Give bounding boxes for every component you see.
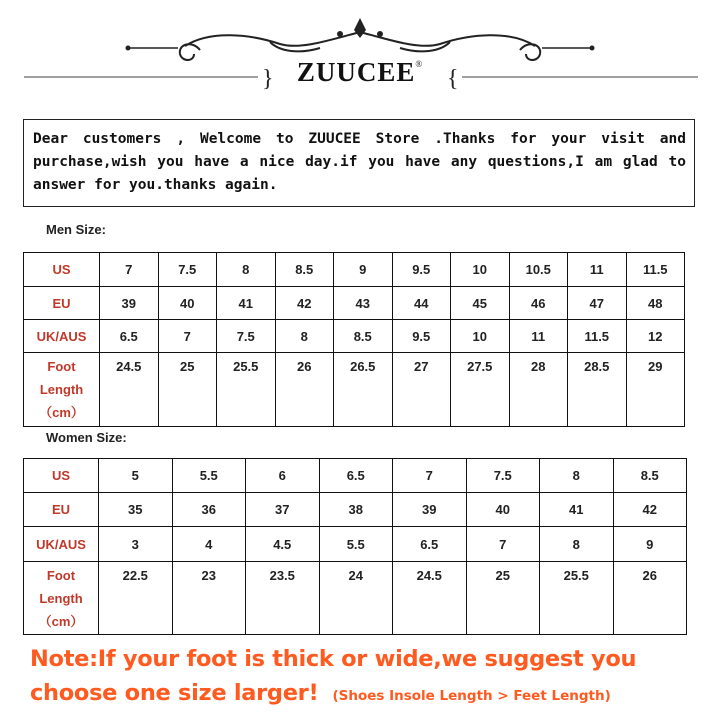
note-line-2-small: (Shoes Insole Length > Feet Length): [332, 688, 611, 704]
women-size-cell: 35: [99, 493, 173, 527]
women-size-cell: 23: [172, 562, 246, 635]
women-row-label: EU: [24, 493, 99, 527]
men-size-table: [23, 252, 685, 427]
men-row-label-line: （cm）: [39, 405, 84, 420]
women-size-cell: 8.5: [613, 459, 687, 493]
men-row-label-line: Foot: [47, 359, 76, 374]
ornament-graphic: [0, 0, 720, 110]
women-size-cell: 4.5: [246, 527, 320, 562]
men-size-cell: 7: [100, 253, 159, 287]
men-row: [24, 353, 685, 427]
women-size-cell: 41: [540, 493, 614, 527]
men-size-cell: 12: [626, 320, 685, 353]
women-size-cell: 5: [99, 459, 173, 493]
men-size-cell: 29: [626, 353, 685, 427]
women-row: [24, 562, 687, 635]
women-row-label: UK/AUS: [24, 527, 99, 562]
men-size-cell: 9.5: [392, 320, 451, 353]
women-row: [24, 527, 687, 562]
men-size-cell: 9.5: [392, 253, 451, 287]
women-size-cell: 7.5: [466, 459, 540, 493]
women-size-cell: 36: [172, 493, 246, 527]
women-size-cell: 7: [393, 459, 467, 493]
men-size-cell: 48: [626, 287, 685, 320]
men-size-cell: 8: [217, 253, 276, 287]
women-row-label-line: Foot: [46, 567, 76, 583]
men-row: [24, 253, 685, 287]
men-row: [24, 320, 685, 353]
men-size-cell: 8.5: [334, 320, 393, 353]
women-size-cell: 37: [246, 493, 320, 527]
men-size-cell: 26: [275, 353, 334, 427]
svg-text:}: }: [262, 66, 274, 92]
men-row-label: UK/AUS: [24, 320, 100, 353]
women-size-cell: 8: [540, 527, 614, 562]
men-size-cell: 10.5: [509, 253, 568, 287]
men-size-cell: 11.5: [568, 320, 627, 353]
men-size-cell: 27.5: [451, 353, 510, 427]
men-size-cell: 11: [509, 320, 568, 353]
women-size-cell: 5.5: [319, 527, 393, 562]
svg-text:{: {: [447, 66, 459, 92]
men-size-cell: 40: [158, 287, 217, 320]
women-size-cell: 40: [466, 493, 540, 527]
women-size-cell: 42: [613, 493, 687, 527]
men-row-label-line: Length: [39, 382, 84, 397]
women-size-cell: 25.5: [540, 562, 614, 635]
men-row-label: EU: [24, 287, 100, 320]
women-size-cell: 23.5: [246, 562, 320, 635]
men-size-cell: 11.5: [626, 253, 685, 287]
men-size-cell: 43: [334, 287, 393, 320]
men-size-cell: 39: [100, 287, 159, 320]
men-row-label: [24, 353, 100, 427]
men-size-cell: 8.5: [275, 253, 334, 287]
women-size-cell: 3: [99, 527, 173, 562]
men-size-cell: 7: [158, 320, 217, 353]
men-size-cell: 27: [392, 353, 451, 427]
women-row-label-line: （cm）: [38, 613, 84, 629]
men-size-cell: 26.5: [334, 353, 393, 427]
women-size-cell: 7: [466, 527, 540, 562]
men-size-cell: 9: [334, 253, 393, 287]
note-line-1: Note:If your foot is thick or wide,we suggest you: [30, 646, 637, 672]
women-size-cell: 38: [319, 493, 393, 527]
women-size-cell: 4: [172, 527, 246, 562]
women-row-label: US: [24, 459, 99, 493]
women-size-cell: 6.5: [319, 459, 393, 493]
note-line-2-main: choose one size larger!: [30, 680, 319, 706]
women-size-cell: 39: [393, 493, 467, 527]
women-row: [24, 493, 687, 527]
men-size-cell: 24.5: [100, 353, 159, 427]
women-size-cell: 5.5: [172, 459, 246, 493]
men-size-cell: 45: [451, 287, 510, 320]
men-size-cell: 41: [217, 287, 276, 320]
men-size-cell: 28: [509, 353, 568, 427]
women-size-cell: 25: [466, 562, 540, 635]
men-size-cell: 8: [275, 320, 334, 353]
brand-name: ZUUCEE: [296, 57, 416, 87]
men-row-label: US: [24, 253, 100, 287]
brand-logo: [0, 57, 720, 88]
men-size-cell: 10: [451, 253, 510, 287]
women-size-cell: 6: [246, 459, 320, 493]
note-line-2: [30, 680, 700, 706]
men-size-cell: 7.5: [217, 320, 276, 353]
header-ornament: [0, 0, 720, 110]
men-size-cell: 7.5: [158, 253, 217, 287]
women-size-cell: 24.5: [393, 562, 467, 635]
women-row-label: [24, 562, 99, 635]
women-size-cell: 22.5: [99, 562, 173, 635]
men-size-cell: 10: [451, 320, 510, 353]
women-size-cell: 24: [319, 562, 393, 635]
women-row-label-line: Length: [39, 590, 83, 606]
men-size-cell: 6.5: [100, 320, 159, 353]
men-size-cell: 11: [568, 253, 627, 287]
men-size-cell: 42: [275, 287, 334, 320]
men-size-label: Men Size:: [46, 222, 106, 237]
men-size-cell: 46: [509, 287, 568, 320]
women-size-cell: 8: [540, 459, 614, 493]
men-size-cell: 25: [158, 353, 217, 427]
men-size-cell: 28.5: [568, 353, 627, 427]
welcome-message: Dear customers , Welcome to ZUUCEE Store .Thanks for your visit and purchase,wish you have a nice day.if you have any questions,I am glad to answer for you.thanks again.: [23, 119, 695, 207]
women-row: [24, 459, 687, 493]
women-size-cell: 26: [613, 562, 687, 635]
women-size-label: Women Size:: [46, 430, 127, 445]
men-size-cell: 44: [392, 287, 451, 320]
men-row: [24, 287, 685, 320]
men-size-cell: 47: [568, 287, 627, 320]
women-size-cell: 6.5: [393, 527, 467, 562]
registered-mark: ®: [415, 59, 424, 69]
men-size-cell: 25.5: [217, 353, 276, 427]
women-size-table: [23, 458, 687, 635]
women-size-cell: 9: [613, 527, 687, 562]
